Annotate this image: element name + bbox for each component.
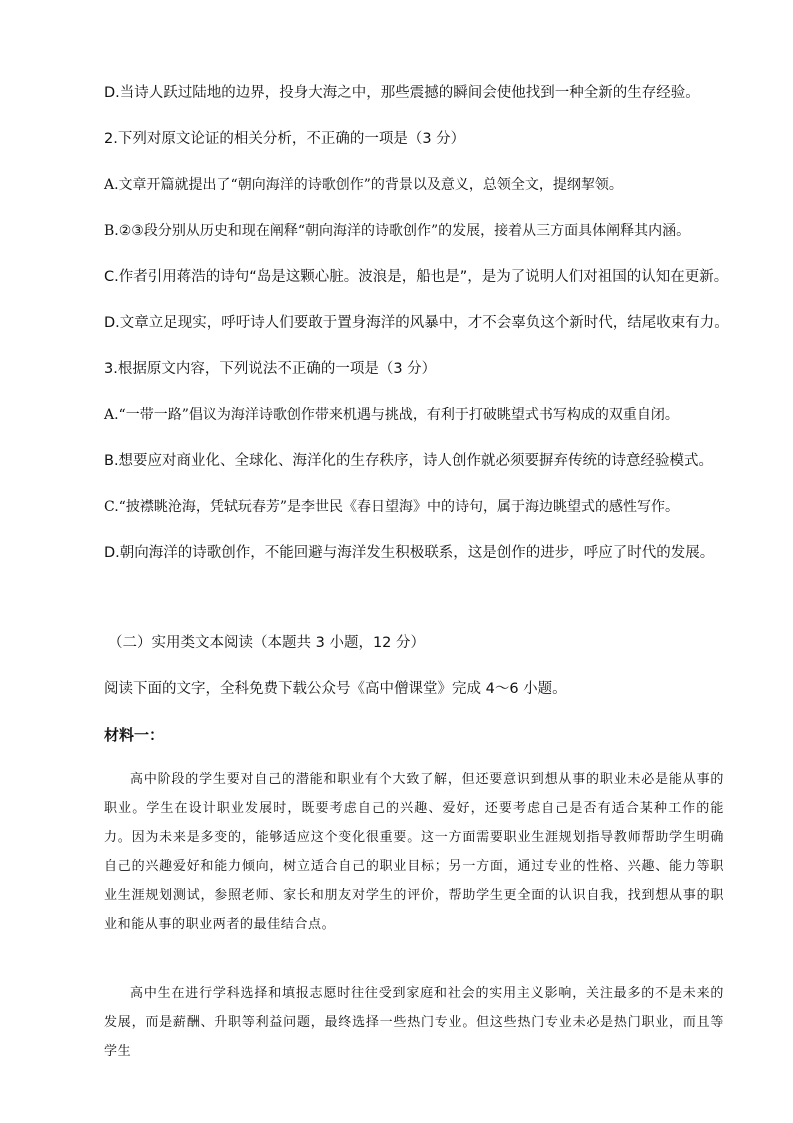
q2-stem: 2.下列对原文论证的相关分析，不正确的一项是（3 分） — [104, 131, 466, 147]
q2-option-d: D.文章立足现实，呼吁诗人们要敢于置身海洋的风暴中，才不会辜负这个新时代，结尾收束有力。 — [104, 315, 729, 331]
material1-paragraph-1: 高中阶段的学生要对自己的潜能和职业有个大致了解，但还要意识到想从事的职业未必是能从事的职业。学生在设计职业发展时，既要考虑自己的兴趣、爱好，还要考虑自己是否有适合某种工作的能力。因为未来是多变的，能够适应这个变化很重要。这一方面需要职业生涯规划指导教师帮助学生明确自己的兴趣爱好和能力倾向，树立适合自己的职业目标；另一方面，通过专业的性格、兴趣、能力等职业生涯规划测试，参照老师、家长和朋友对学生的评价，帮助学生更全面的认识自我，找到想从事的职业和能从事的职业两者的最佳结合点。 — [104, 772, 724, 932]
q3-option-b: B.想要应对商业化、全球化、海洋化的生存秩序，诗人创作就必须要摒弃传统的诗意经验模式。 — [104, 453, 714, 469]
q3-option-c: C.“披襟眺沧海，凭轼玩春芳”是李世民《春日望海》中的诗句，属于海边眺望式的感性写作。 — [104, 499, 679, 515]
material1-title: 材料一： — [104, 726, 165, 744]
q2-option-b: B.②③段分别从历史和现在阐释“朝向海洋的诗歌创作”的发展，接着从三方面具体阐释其内涵。 — [104, 223, 691, 239]
q3-option-a: A.“一带一路”倡议为海洋诗歌创作带来机遇与挑战，有利于打破眺望式书写构成的双重自闭。 — [104, 407, 679, 423]
q2-option-a: A.文章开篇就提出了“朝向海洋的诗歌创作”的背景以及意义，总领全文，提纲挈领。 — [104, 177, 623, 193]
q1-option-d: D.当诗人跃过陆地的边界，投身大海之中，那些震撼的瞬间会使他找到一种全新的生存经验。 — [104, 85, 700, 101]
section2-heading: （二）实用类文本阅读（本题共 3 小题，12 分） — [108, 635, 426, 651]
q3-stem: 3.根据原文内容，下列说法不正确的一项是（3 分） — [104, 361, 437, 377]
section2-instruction: 阅读下面的文字，全科免费下载公众号《高中僧课堂》完成 4～6 小题。 — [104, 681, 567, 697]
q2-option-c: C.作者引用蒋浩的诗句“岛是这颗心脏。波浪是，船也是”，是为了说明人们对祖国的认知在更新。 — [104, 269, 729, 285]
q3-option-d: D.朝向海洋的诗歌创作，不能回避与海洋发生积极联系，这是创作的进步，呼应了时代的发展。 — [104, 545, 715, 561]
material1-paragraph-2: 高中生在进行学科选择和填报志愿时往往受到家庭和社会的实用主义影响，关注最多的不是未来的发展，而是薪酬、升职等利益问题，最终选择一些热门专业。但这些热门专业未必是热门职业，而且等学生 — [104, 986, 724, 1059]
